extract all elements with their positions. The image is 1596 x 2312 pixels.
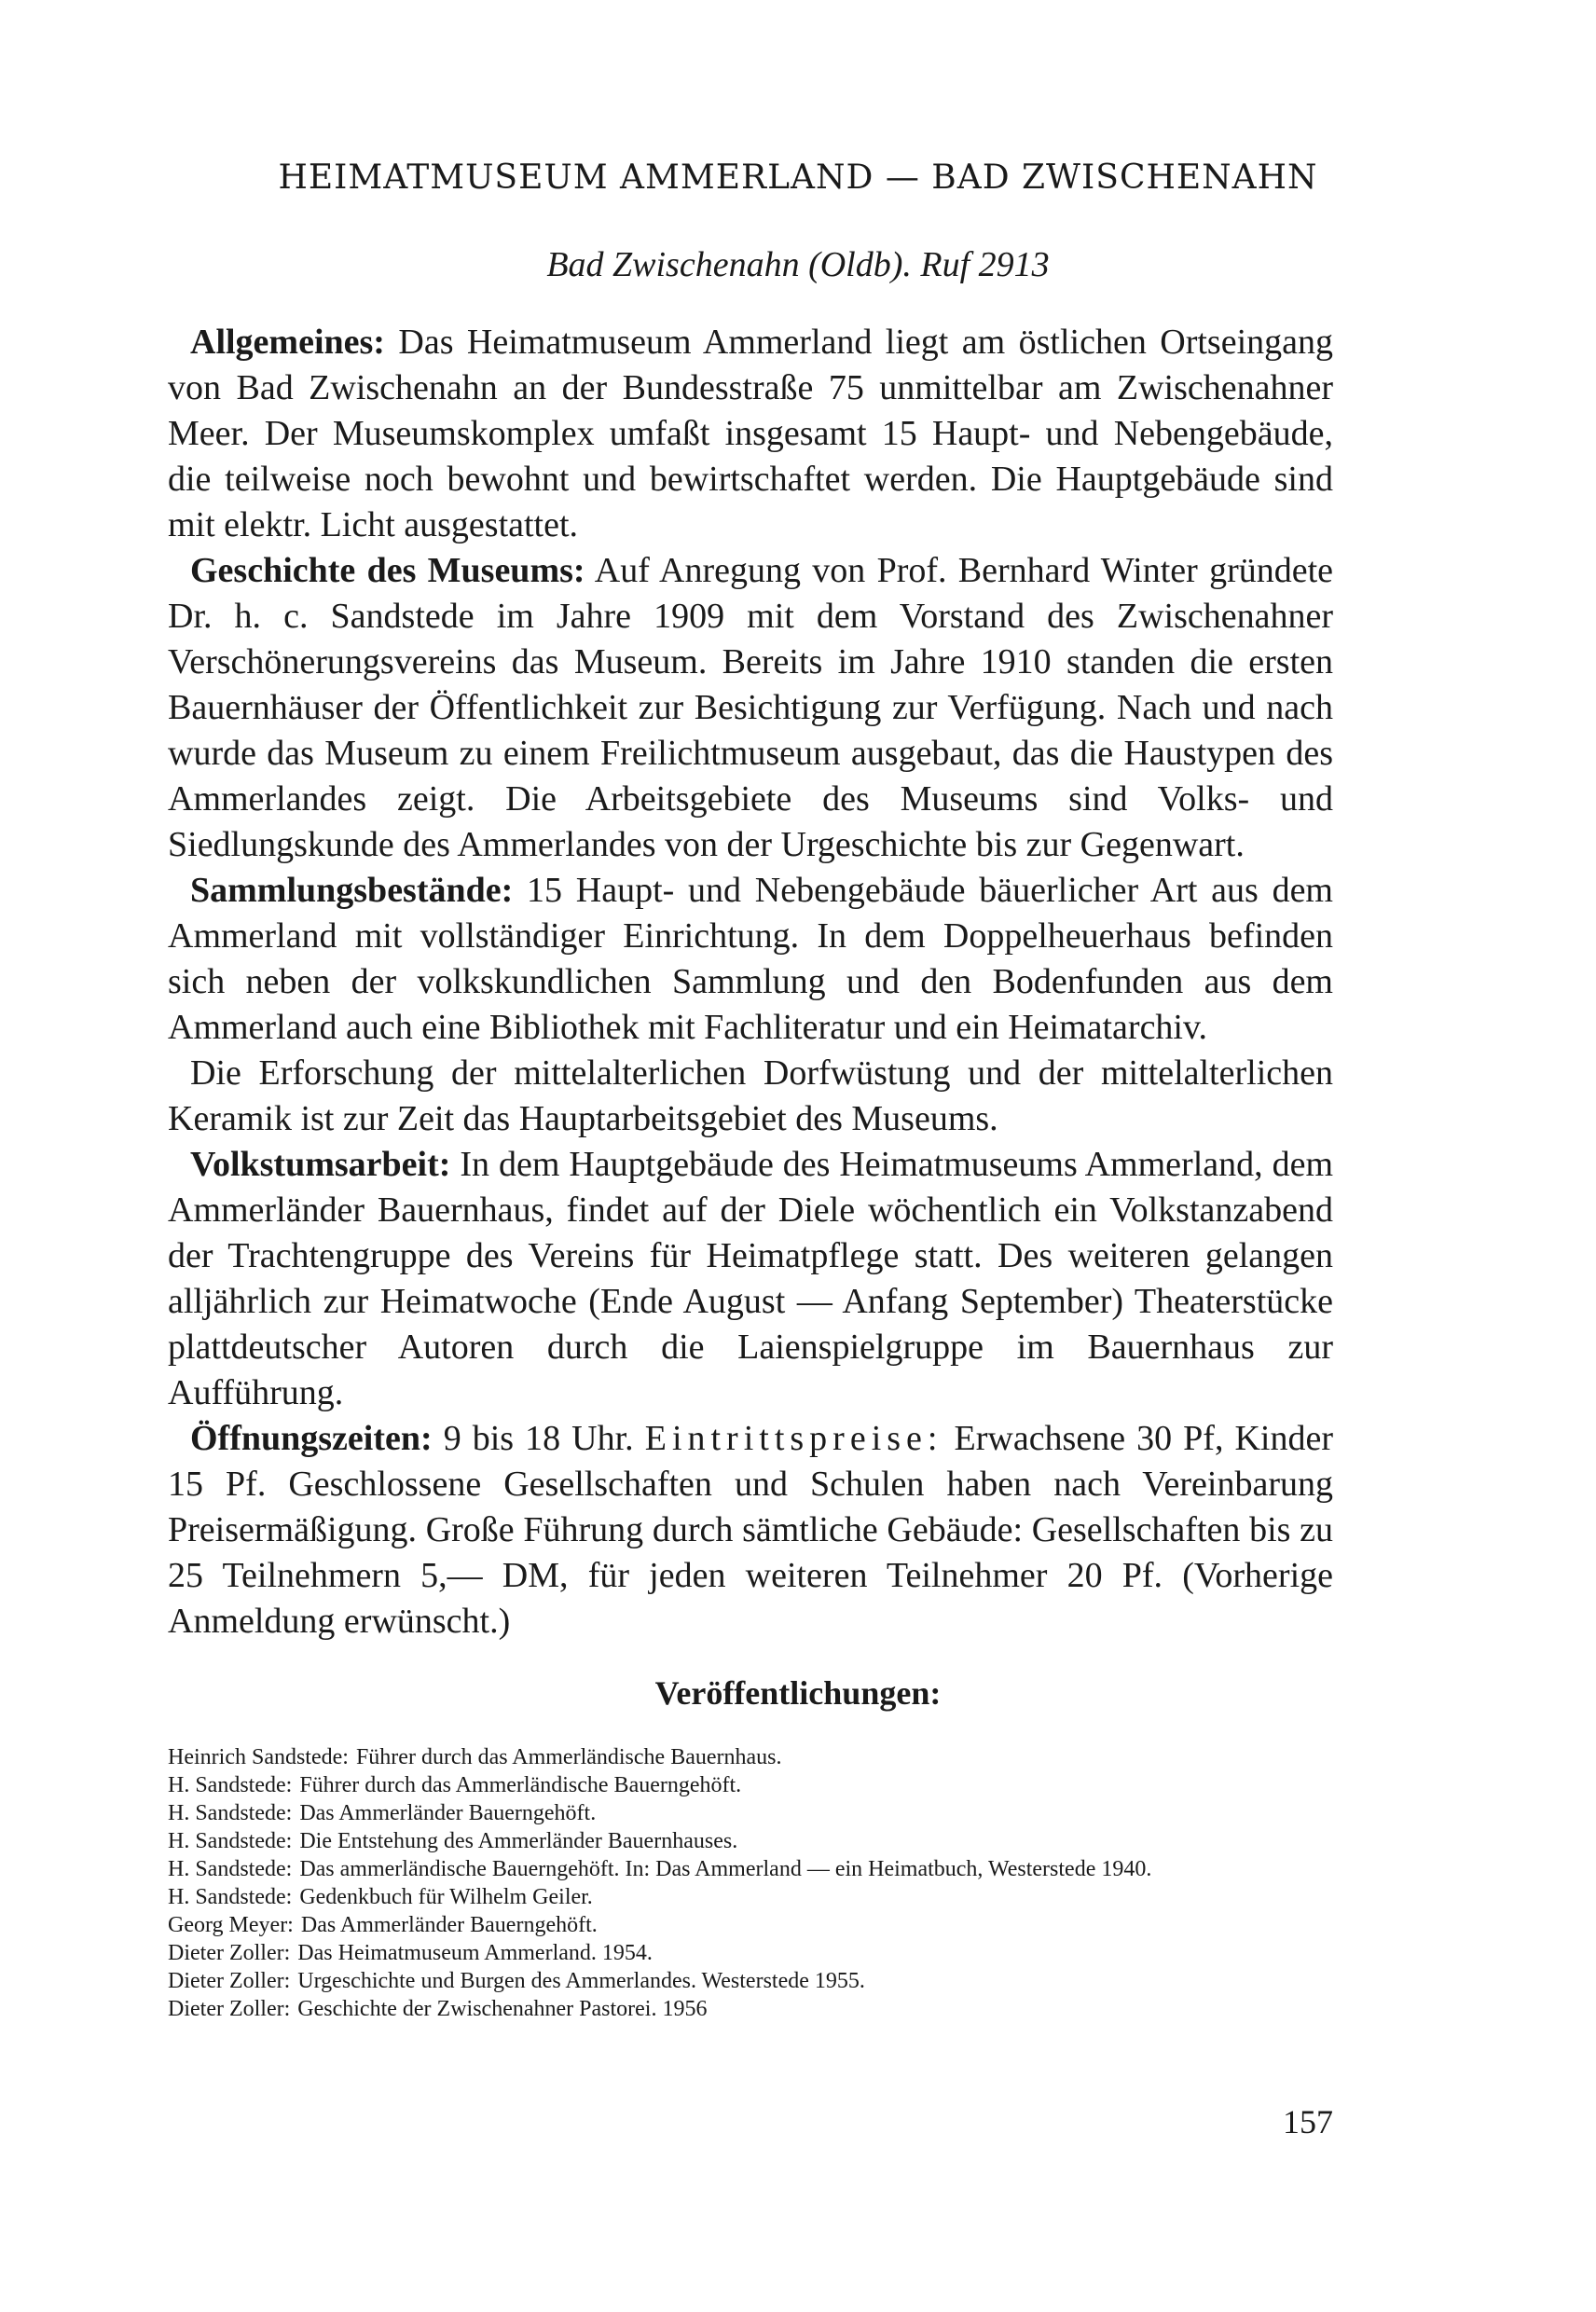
pub-author: H. Sandstede: (168, 1857, 293, 1881)
paragraph-oeffnungszeiten (168, 1416, 1333, 1645)
pub-author: H. Sandstede: (168, 1885, 293, 1909)
pub-author: H. Sandstede: (168, 1801, 293, 1825)
section-text: Das Heimatmuseum Ammerland liegt am östlichen Ortseingang von Bad Zwischenahn an der Bundesstraße 75 unmittelbar am Zwischenahner Meer. Der Museumskomplex umfaßt insgesamt 15 Haupt- und Nebengebäude, die teilweise noch bewohnt und bewirtschaftet werden. Die Hauptgebäude sind mit elektr. Licht ausgestattet. (168, 323, 1333, 544)
pub-title: Urgeschichte und Burgen des Ammerlandes. Westerstede 1955. (297, 1969, 865, 1993)
paragraph-erforschung (168, 1051, 1333, 1142)
pub-title: Geschichte der Zwischenahner Pastorei. 1956 (297, 1997, 708, 2021)
pub-title: Gedenkbuch für Wilhelm Geiler. (299, 1885, 593, 1909)
page-title: HEIMATMUSEUM AMMERLAND — BAD ZWISCHENAHN (278, 158, 1318, 197)
opening-label: Öffnungszeiten: (190, 1419, 433, 1458)
pub-title: Führer durch das Ammerländische Bauerngehöft. (299, 1773, 742, 1797)
list-item (168, 1799, 1333, 1827)
section-label: Allgemeines: (190, 323, 385, 362)
list-item (168, 1743, 1333, 1771)
section-text: Die Erforschung der mittelalterlichen Dorfwüstung und der mittelalterlichen Keramik ist zur Zeit das Hauptarbeitsgebiet des Museums. (168, 1053, 1333, 1138)
paragraph-sammlungsbestaende (168, 868, 1333, 1051)
paragraph-geschichte (168, 548, 1333, 868)
prices-label: Eintrittspreise: (644, 1419, 943, 1458)
pub-title: Die Entstehung des Ammerländer Bauernhauses. (299, 1829, 738, 1853)
pub-title: Das Heimatmuseum Ammerland. 1954. (297, 1941, 653, 1965)
list-item (168, 1911, 1333, 1939)
pub-title: Das Ammerländer Bauerngehöft. (300, 1913, 598, 1937)
body-text (168, 320, 1333, 1645)
list-item (168, 1995, 1333, 2023)
list-item (168, 1883, 1333, 1911)
pub-author: Heinrich Sandstede: (168, 1745, 349, 1769)
pub-title: Das ammerländische Bauerngehöft. In: Das Ammerland — ein Heimatbuch, Westerstede 1940. (299, 1857, 1152, 1881)
pub-author: Dieter Zoller: (168, 1969, 291, 1993)
opening-hours: 9 bis 18 Uhr. (443, 1419, 634, 1458)
section-label: Volkstumsarbeit: (190, 1145, 451, 1184)
publications-heading: Veröffentlichungen: (654, 1674, 942, 1712)
pub-author: Dieter Zoller: (168, 1941, 291, 1965)
page-number: 157 (1283, 2103, 1333, 2140)
list-item (168, 1939, 1333, 1967)
pub-author: Dieter Zoller: (168, 1997, 291, 2021)
pub-author: H. Sandstede: (168, 1829, 293, 1853)
section-text: Auf Anregung von Prof. Bernhard Winter gründete Dr. h. c. Sandstede im Jahre 1909 mit dem Vorstand des Zwischenahner Verschönerungsvereins das Museum. Bereits im Jahre 1910 standen die ersten Bauernhäuser der Öffentlichkeit zur Besichtigung zur Verfügung. Nach und nach wurde das Museum zu einem Freilichtmuseum ausgebaut, das die Haustypen des Ammerlandes zeigt. Die Arbeitsgebiete des Museums sind Volks- und Siedlungskunde des Ammerlandes von der Urgeschichte bis zur Gegenwart. (168, 551, 1334, 864)
opening-text: Erwachsene 30 Pf, Kinder 15 Pf. Geschlossene Gesellschaften und Schulen haben nach Vereinbarung Preisermäßigung. Große Führung durch sämtliche Gebäude: Gesellschaften bis zu 25 Teilnehmern 5,— DM, für jeden weiteren Teilnehmer 20 Pf. (Vorherige Anmeldung erwünscht.) (168, 1419, 1334, 1641)
list-item (168, 1967, 1333, 1995)
paragraph-allgemeines (168, 320, 1333, 548)
pub-author: H. Sandstede: (168, 1773, 293, 1797)
list-item (168, 1827, 1333, 1855)
publications-list (168, 1743, 1333, 2023)
pub-title: Führer durch das Ammerländische Bauernhaus. (355, 1745, 782, 1769)
section-label: Geschichte des Museums: (190, 551, 585, 590)
section-text: In dem Hauptgebäude des Heimatmuseums Ammerland, dem Ammerländer Bauernhaus, findet auf der Diele wöchentlich ein Volkstanzabend der Trachtengruppe des Vereins für Heimatpflege statt. Des weiteren gelangen alljährlich zur Heimatwoche (Ende August — Anfang September) Theaterstücke plattdeutscher Autoren durch die Laienspielgruppe im Bauernhaus zur Aufführung. (168, 1145, 1333, 1412)
list-item (168, 1855, 1333, 1883)
section-label: Sammlungsbestände: (190, 871, 514, 910)
paragraph-volkstumsarbeit (168, 1142, 1333, 1416)
pub-title: Das Ammerländer Bauerngehöft. (299, 1801, 597, 1825)
page-subtitle: Bad Zwischenahn (Oldb). Ruf 2913 (546, 245, 1050, 284)
pub-author: Georg Meyer: (168, 1913, 294, 1937)
section-text: 15 Haupt- und Nebengebäude bäuerlicher Art aus dem Ammerland mit vollständiger Einrichtung. In dem Doppelheuerhaus befinden sich neben der volkskundlichen Sammlung und den Bodenfunden aus dem Ammerland auch eine Bibliothek mit Fachliteratur und ein Heimatarchiv. (168, 871, 1333, 1047)
list-item (168, 1771, 1333, 1799)
